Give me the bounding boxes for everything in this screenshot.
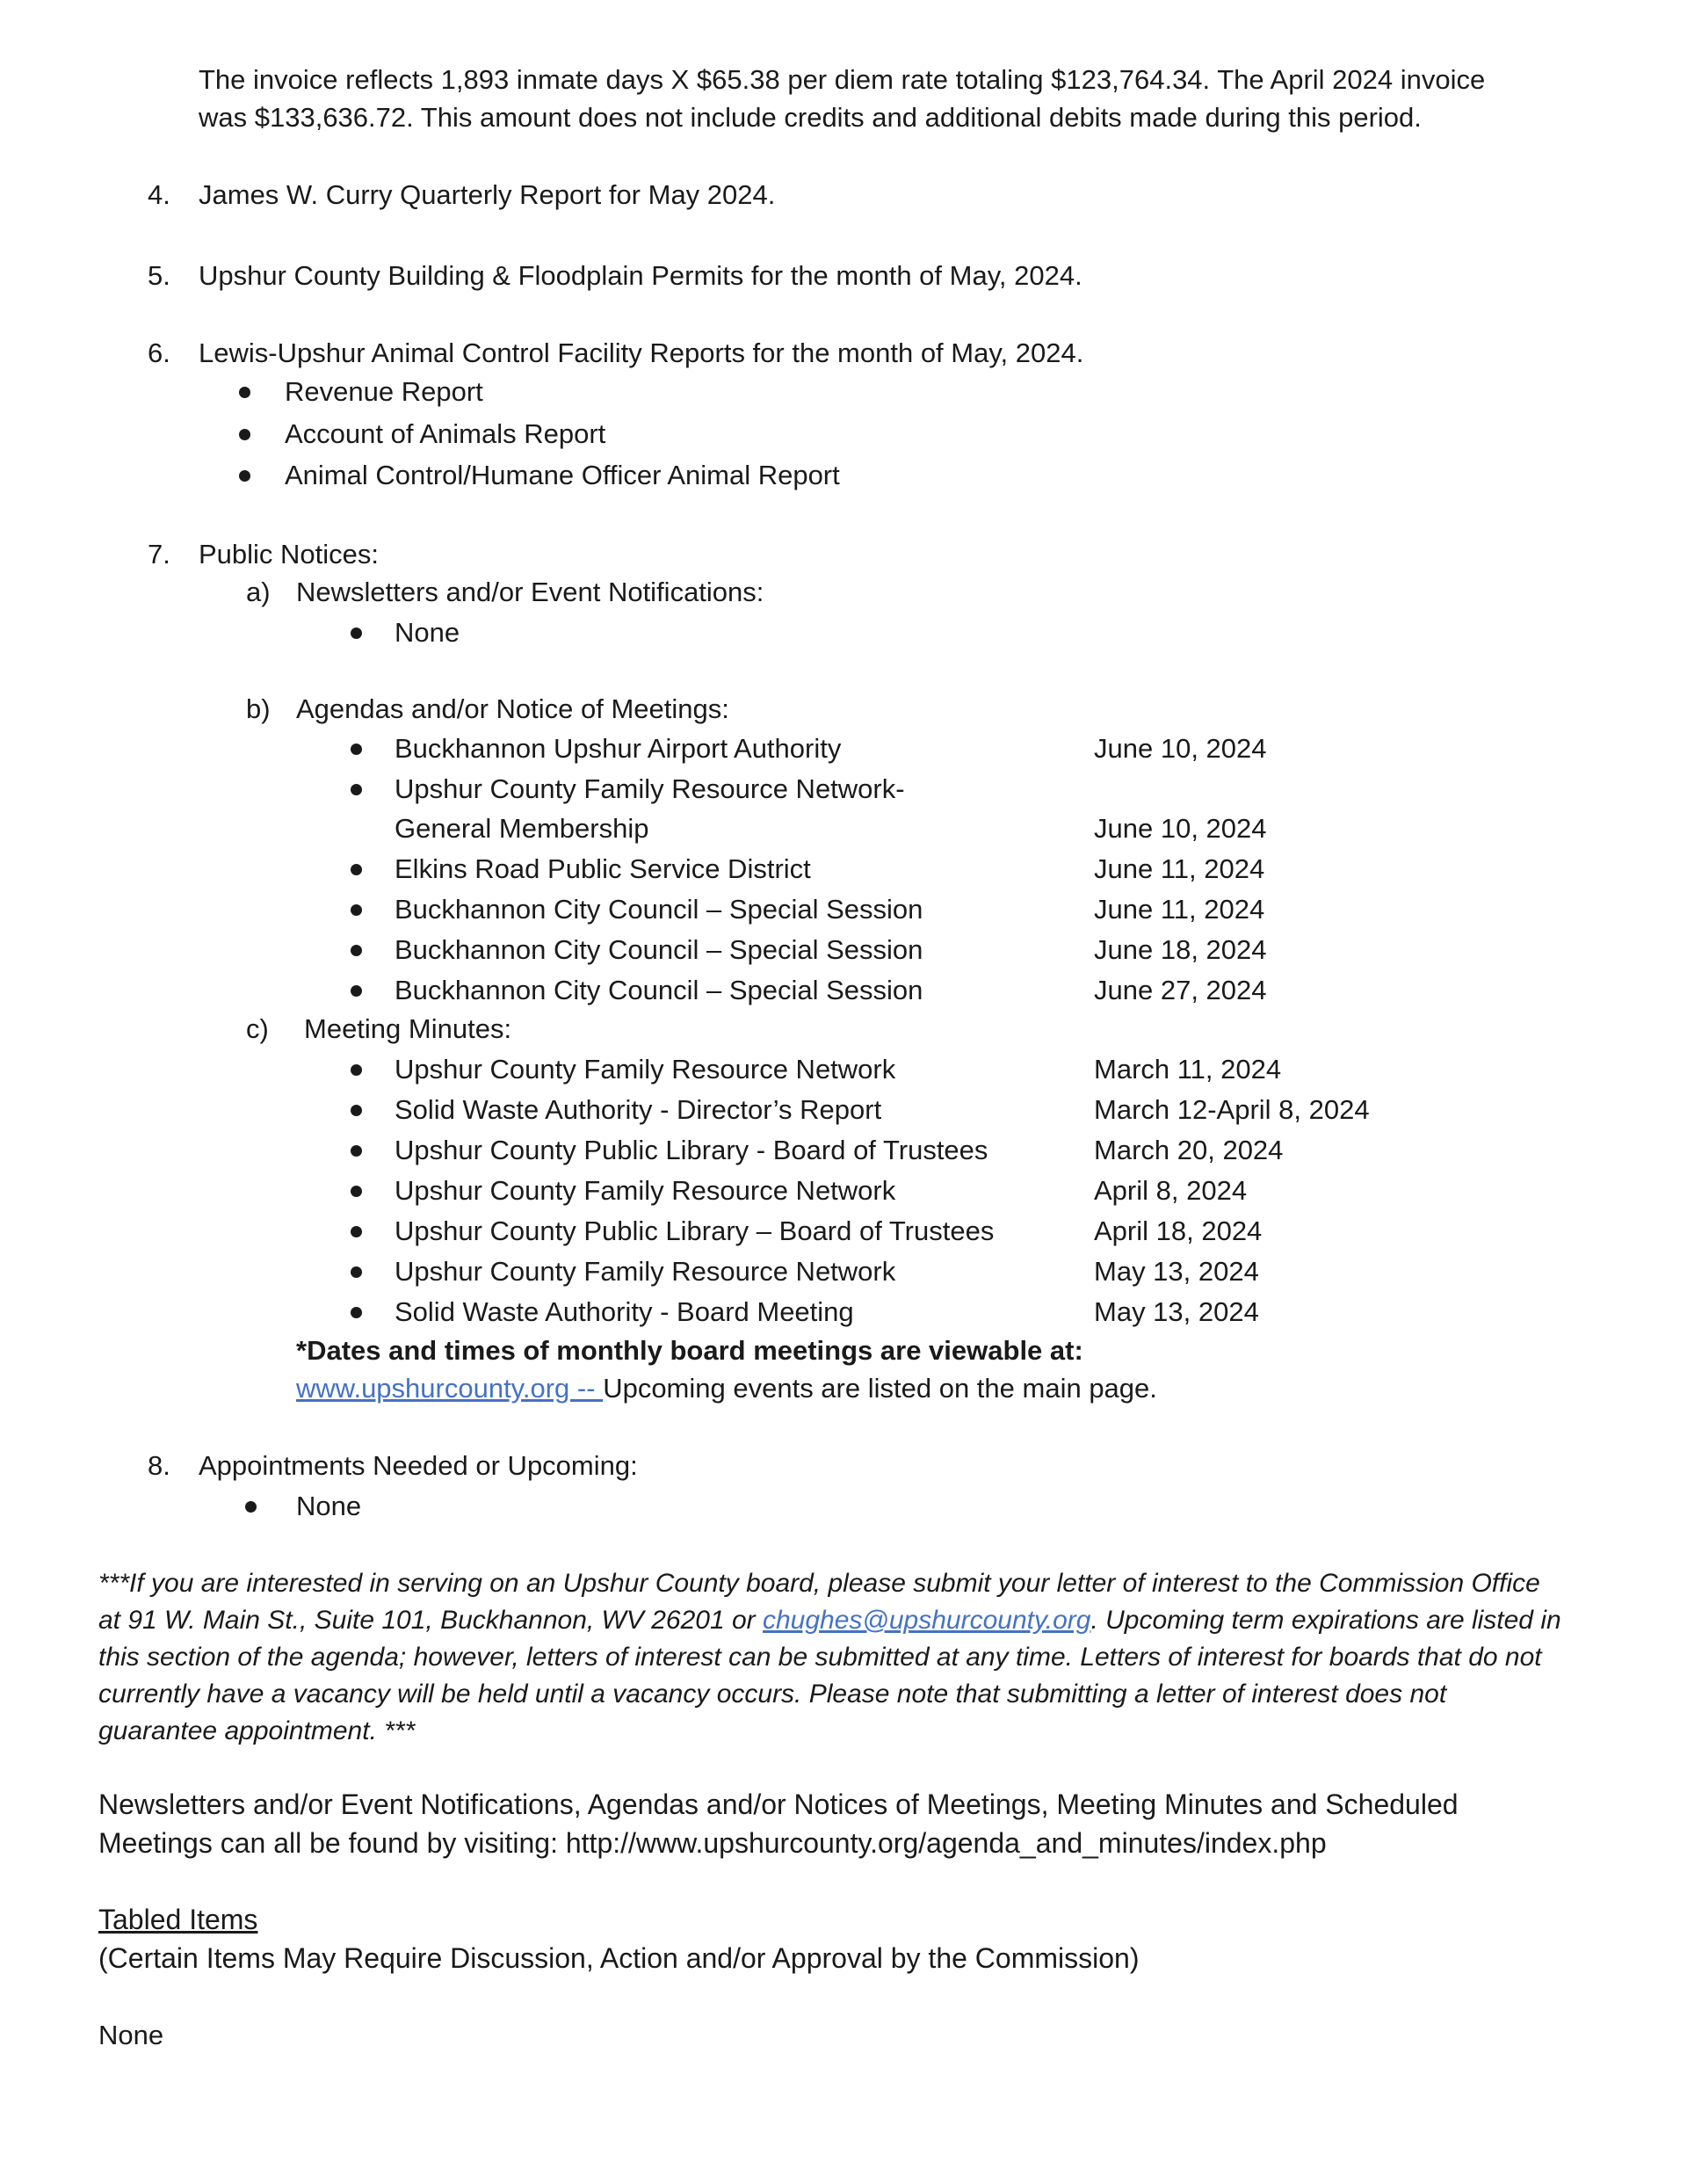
bullet-icon [351,945,362,956]
bullet-icon [351,744,362,755]
bullet-icon [351,1307,362,1318]
item-5-text: Upshur County Building & Floodplain Permits for the month of May, 2024. [199,260,1082,291]
meeting-date: June 11, 2024 [1094,853,1265,884]
email-link[interactable]: chughes@upshurcounty.org [762,1606,1091,1635]
meetings-note: *Dates and times of monthly board meetings are viewable at: [296,1335,1083,1366]
item-6-number: 6. [148,337,170,368]
meeting-name: Buckhannon Upshur Airport Authority [395,733,842,764]
minutes-date: March 11, 2024 [1094,1054,1282,1085]
item-8-number: 8. [148,1450,170,1481]
item-7a-bullet-1: None [395,617,460,648]
bullet-icon [351,904,362,916]
bullet-icon [351,1145,362,1157]
meetings-note-rest: Upcoming events are listed on the main page. [603,1373,1157,1404]
item-5-number: 5. [148,260,170,291]
item-7-text: Public Notices: [199,539,380,570]
bullet-icon [239,470,250,482]
meeting-name: Buckhannon City Council – Special Session [395,894,923,925]
item-7c-label: c) [246,1013,269,1044]
interest-notice-part-2: . Upcoming term expirations are listed in this section of the agenda; however, letters of interest can be submitted at any time. Letters of interest for boards that do not currently have a vacancy will be held until a vacancy occurs. Please note that submitting a letter of interest does not guarantee appointment. *** [98,1606,1561,1745]
item-6-bullet-2: Account of Animals Report [285,418,606,449]
meeting-name: Buckhannon City Council – Special Session [395,934,923,965]
bullet-icon [351,1064,362,1076]
meeting-name: Upshur County Family Resource Network- [395,773,905,804]
bullet-icon [351,1226,362,1237]
tabled-items-heading: Tabled Items [98,1904,258,1935]
invoice-line-1: The invoice reflects 1,893 inmate days X $65.38 per diem rate totaling $123,764.34. The April 2024 invoice [199,64,1486,95]
tabled-items-subheading: (Certain Items May Require Discussion, Action and/or Approval by the Commission) [98,1942,1140,1974]
meeting-date: June 10, 2024 [1094,813,1267,844]
found-notice-line-2: Meetings can all be found by visiting: http://www.upshurcounty.org/agenda_and_minutes/index.php [98,1827,1327,1859]
meeting-date: June 11, 2024 [1094,894,1265,925]
item-7c-text: Meeting Minutes: [304,1013,512,1044]
minutes-date: May 13, 2024 [1094,1296,1259,1327]
invoice-line-2: was $133,636.72. This amount does not include credits and additional debits made during this period. [199,102,1422,133]
bullet-icon [351,784,362,795]
minutes-name: Upshur County Family Resource Network [395,1054,896,1085]
meeting-name: Buckhannon City Council – Special Session [395,975,923,1005]
item-8-text: Appointments Needed or Upcoming: [199,1450,638,1481]
tabled-items-body: None [98,2020,164,2050]
minutes-name: Solid Waste Authority - Board Meeting [395,1296,854,1327]
minutes-name: Upshur County Public Library - Board of Trustees [395,1135,988,1165]
item-4-text: James W. Curry Quarterly Report for May 2024. [199,179,776,210]
item-4-number: 4. [148,179,170,210]
bullet-icon [351,1105,362,1116]
bullet-icon [351,1266,362,1278]
minutes-name: Solid Waste Authority - Director’s Report [395,1094,882,1125]
bullet-icon [351,628,362,639]
minutes-date: May 13, 2024 [1094,1256,1259,1287]
item-7a-label: a) [246,577,271,607]
item-7-number: 7. [148,539,170,570]
bullet-icon [245,1501,257,1513]
minutes-date: March 12-April 8, 2024 [1094,1094,1370,1125]
minutes-name: Upshur County Family Resource Network [395,1256,896,1287]
found-notice-line-1: Newsletters and/or Event Notifications, Agendas and/or Notices of Meetings, Meeting Minutes and Scheduled [98,1789,1459,1820]
item-6-bullet-3: Animal Control/Humane Officer Animal Report [285,460,840,490]
minutes-name: Upshur County Public Library – Board of Trustees [395,1215,995,1246]
meeting-date: June 10, 2024 [1094,733,1267,764]
item-6-text: Lewis-Upshur Animal Control Facility Reports for the month of May, 2024. [199,337,1084,368]
bullet-icon [239,429,250,440]
meeting-date: June 18, 2024 [1094,934,1267,965]
meetings-note-link-line [296,1372,1157,1404]
item-7b-label: b) [246,693,271,724]
meeting-date: June 27, 2024 [1094,975,1267,1005]
item-6-bullet-1: Revenue Report [285,376,483,407]
meeting-name: Elkins Road Public Service District [395,853,811,884]
minutes-date: April 18, 2024 [1094,1215,1263,1246]
bullet-icon [351,1186,362,1197]
bullet-icon [239,387,250,398]
minutes-name: Upshur County Family Resource Network [395,1175,896,1206]
item-8-bullet-1: None [296,1491,362,1521]
bullet-icon [351,864,362,875]
interest-notice [98,1565,1561,1750]
minutes-date: April 8, 2024 [1094,1175,1248,1206]
item-7a-text: Newsletters and/or Event Notifications: [296,577,764,607]
upshurcounty-link[interactable]: www.upshurcounty.org -- [296,1373,604,1404]
interest-notice-part-1: ***If you are interested in serving on an Upshur County board, please submit your letter of interest to the Commission Office at 91 W. Main St., Suite 101, Buckhannon, WV 26201 or [98,1569,1540,1635]
meeting-name-continued: General Membership [395,813,649,844]
item-7b-text: Agendas and/or Notice of Meetings: [296,693,729,724]
bullet-icon [351,985,362,997]
minutes-date: March 20, 2024 [1094,1135,1284,1165]
